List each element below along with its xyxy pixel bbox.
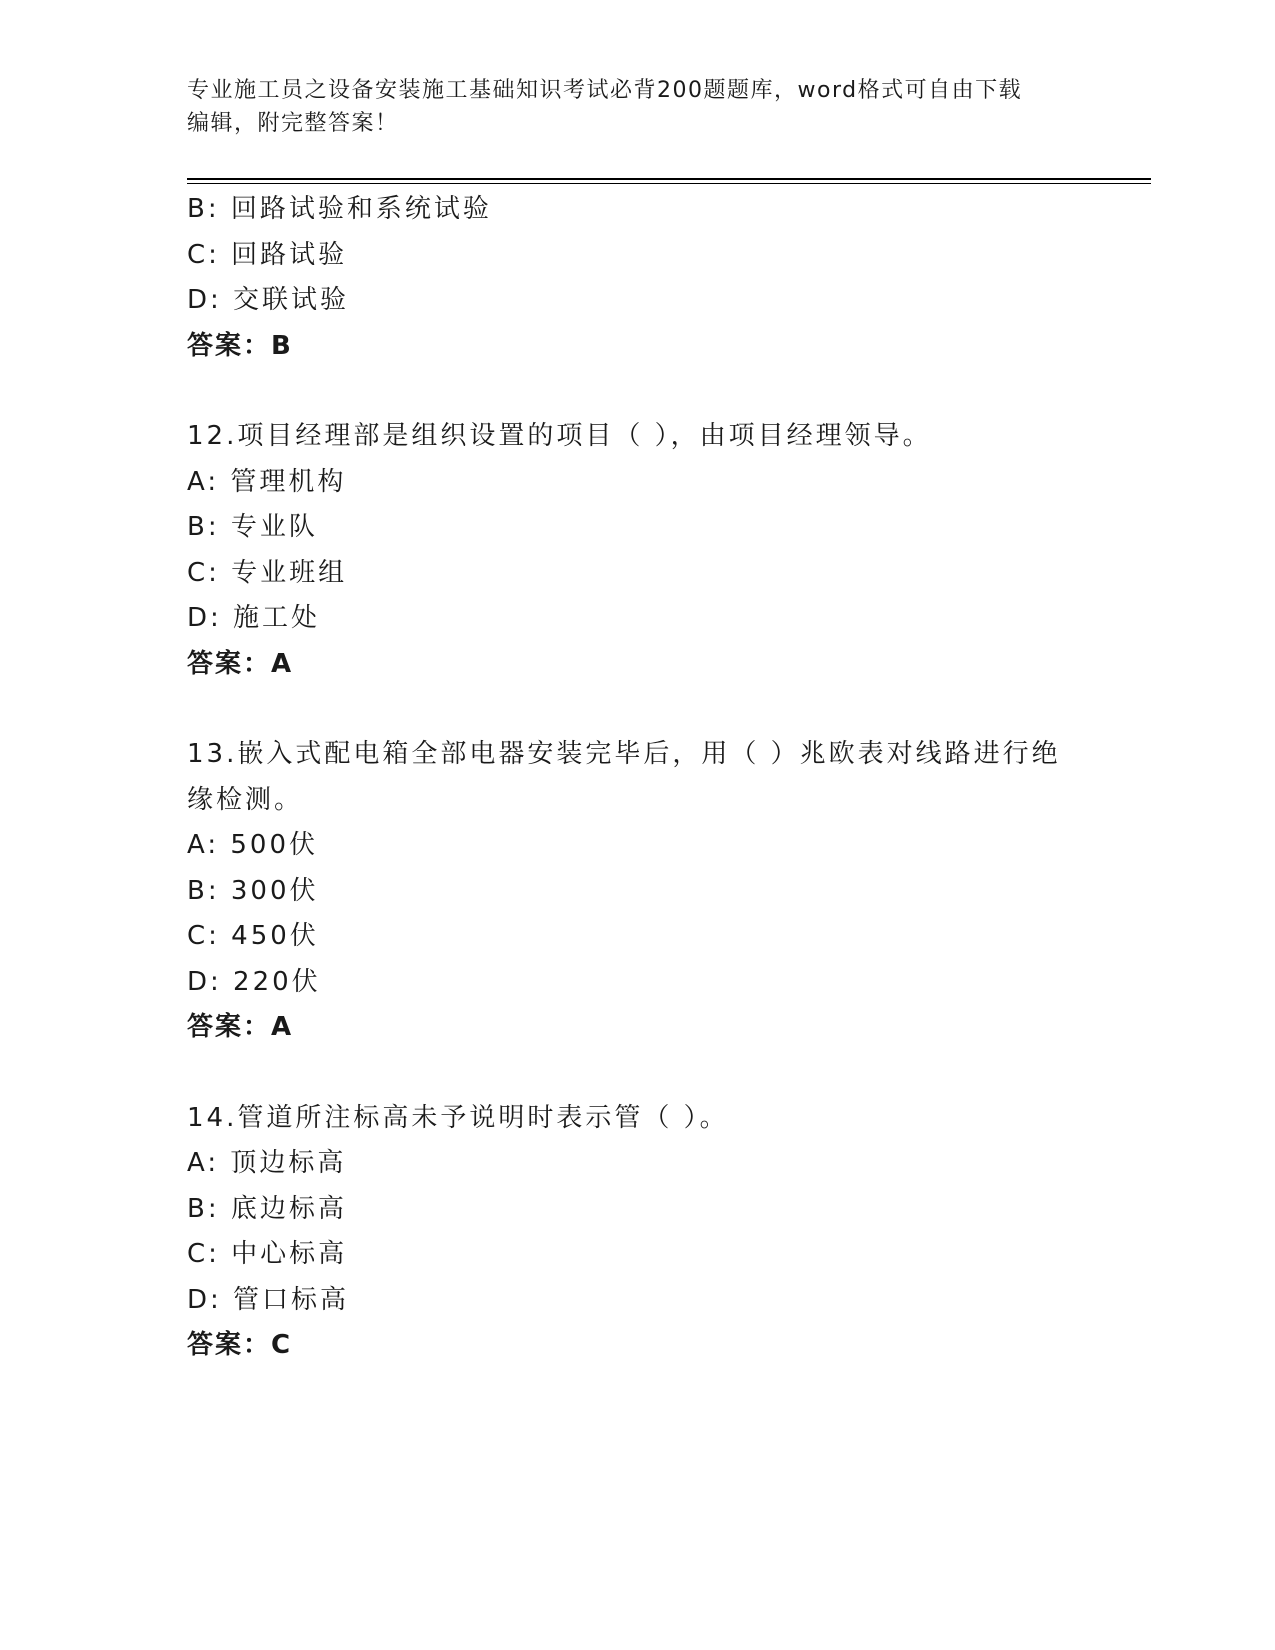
option-c: C: 中心标高 bbox=[187, 1239, 348, 1269]
answer-label: 答案：B bbox=[187, 330, 293, 361]
option-c: C: 回路试验 bbox=[187, 239, 348, 270]
header-divider-thick bbox=[187, 178, 1151, 180]
question-block-11 bbox=[187, 187, 1087, 369]
answer-label: 答案：A bbox=[187, 648, 294, 679]
question-stem: 12.项目经理部是组织设置的项目（ ），由项目经理领导。 bbox=[187, 421, 932, 451]
question-content bbox=[187, 187, 1087, 1369]
option-d: D: 220伏 bbox=[187, 966, 321, 997]
document-title-line-1: 专业施工员之设备安装施工基础知识考试必背200题题库，word格式可自由下载 bbox=[187, 78, 1023, 103]
option-c: C: 专业班组 bbox=[187, 557, 348, 588]
option-d: D: 交联试验 bbox=[187, 285, 350, 315]
option-d: D: 施工处 bbox=[187, 603, 321, 633]
option-a: A: 顶边标高 bbox=[187, 1148, 347, 1178]
page-header bbox=[187, 74, 1087, 140]
question-stem: 14.管道所注标高未予说明时表示管（ ）。 bbox=[187, 1102, 729, 1133]
document-title-line-2: 编辑，附完整答案！ bbox=[187, 111, 399, 136]
option-d: D: 管口标高 bbox=[187, 1284, 350, 1315]
option-b: B: 底边标高 bbox=[187, 1193, 347, 1224]
option-a: A: 管理机构 bbox=[187, 466, 347, 497]
question-block-13 bbox=[187, 732, 1087, 1051]
option-b: B: 回路试验和系统试验 bbox=[187, 194, 492, 224]
question-block-14 bbox=[187, 1096, 1087, 1369]
question-stem-line-2: 缘检测。 bbox=[187, 784, 304, 815]
option-b: B: 专业队 bbox=[187, 512, 318, 542]
answer-label: 答案：A bbox=[187, 1012, 294, 1042]
option-c: C: 450伏 bbox=[187, 921, 319, 951]
header-divider-thin bbox=[187, 183, 1151, 184]
option-a: A: 500伏 bbox=[187, 830, 318, 860]
question-stem-line-1: 13.嵌入式配电箱全部电器安装完毕后，用（ ）兆欧表对线路进行绝 bbox=[187, 739, 1061, 769]
question-block-12 bbox=[187, 414, 1087, 687]
answer-label: 答案：C bbox=[187, 1330, 293, 1360]
option-b: B: 300伏 bbox=[187, 875, 319, 906]
